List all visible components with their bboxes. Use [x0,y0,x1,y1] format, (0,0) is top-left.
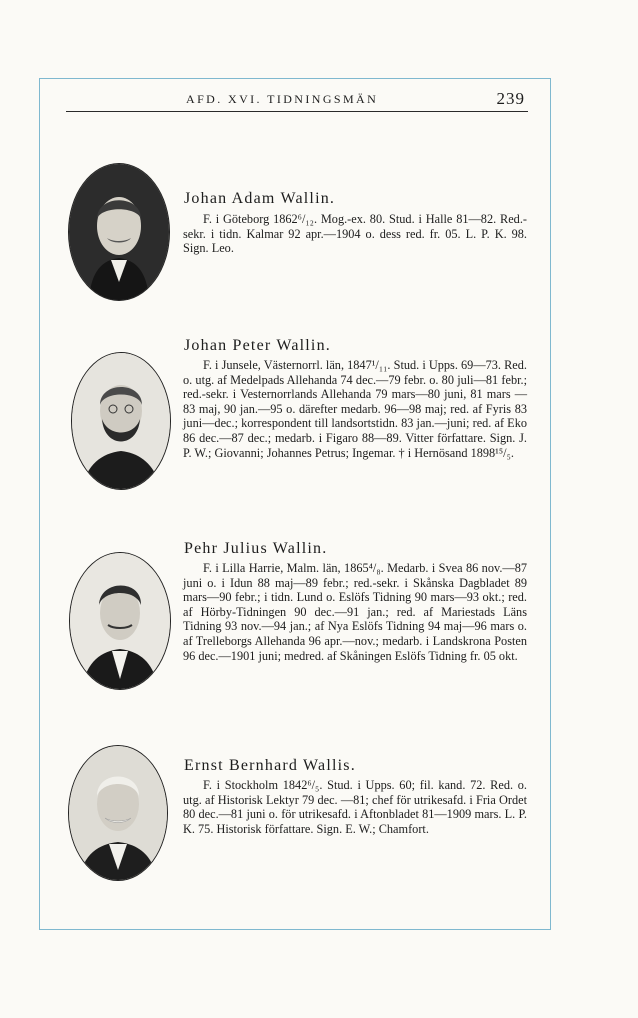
entry-text: F. i Junsele, Västernorrl. län, 1847¹/₁₁. Stud. i Upps. 69—73. Red. o. utg. af Medelpads Allehanda 74 dec.—79 febr. o. 80 juli—81 febr.; red.-sekr. i Vesternorrlands Allehanda 79 mars—80 juni, 81 mars —83 maj, 90 jan.—95 o. därefter medarb. 96—98 maj; red. af Fyris 83 juni—dec.; korrespondent till landsortstidn. 83 jan.—juni; red. af Eko 86 dec.—87 dec.; medarb. i Figaro 88—89. Vitter författare. Sign. J. P. W.; Giovanni; Johannes Petrus; Ingemar. † i Hernösand 1898¹⁵/₅. [183,358,527,460]
portrait-pehr-julius-wallin [69,552,171,690]
entry-text: F. i Stockholm 1842⁶/₅. Stud. i Upps. 60; fil. kand. 72. Red. o. utg. af Historisk Lektyr 79 dec. —81; chef för utrikesafd. i Fria Ordet 80 dec.—81 juni o. för utrikesafd. i Aftonbladet 81—1909 mars. L. P. K. 75. Historisk författare. Sign. E. W.; Chamfort. [183,778,527,836]
section-title: AFD. XVI. TIDNINGSMÄN [186,92,379,106]
entry-text: F. i Lilla Harrie, Malm. län, 1865⁴/₈. Medarb. i Svea 86 nov.—87 juni o. i Idun 88 maj—89 febr.; red.-sekr. i Skånska Dagbladet 89 mars—90 febr.; i tidn. Lund o. Eslöfs Tidning 90 mars—93 okt.; red. af Hörby-Tidningen 90 dec.—91 jan.; red. af Mariestads Läns Tidning 93 nov.—94 jan.; af Nya Eslöfs Tidning 94 maj—96 mars o. af Trelleborgs Allehanda 96 apr.—nov.; medarb. i Landskrona Posten 96 dec.—1901 juni; medred. af Skåningen Eslöfs Tidning fr. 05 okt. [183,561,527,663]
portrait-ernst-bernhard-wallis [68,745,168,881]
entry-name: Pehr Julius Wallin. [184,540,328,557]
page-number: 239 [496,89,525,108]
entry-name: Ernst Bernhard Wallis. [184,757,356,774]
portrait-johan-peter-wallin [71,352,171,490]
entry-name: Johan Adam Wallin. [184,190,336,207]
portrait-johan-adam-wallin [68,163,170,301]
entry-name: Johan Peter Wallin. [184,337,331,354]
entry-text: F. i Göteborg 1862⁶/₁₂. Mog.-ex. 80. Stud. i Halle 81—82. Red.-sekr. i tidn. Kalmar 92 apr.—1904 o. dess red. fr. 05. L. P. K. 98. Sign. Leo. [183,212,527,256]
running-head [66,89,528,112]
